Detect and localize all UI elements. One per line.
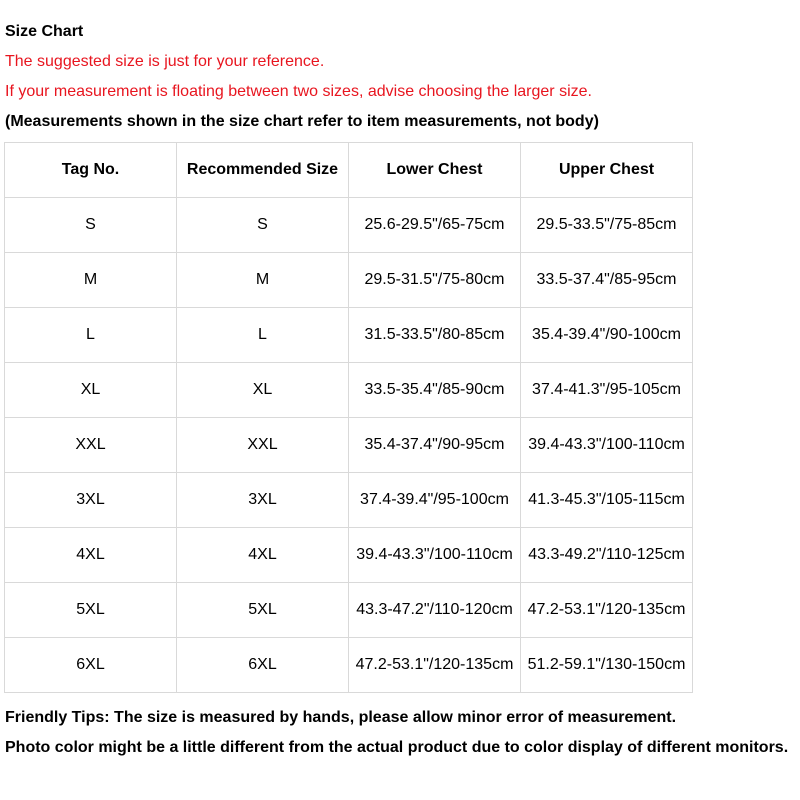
- cell-tag-no: L: [5, 308, 177, 363]
- cell-lower-chest: 35.4-37.4"/90-95cm: [349, 418, 521, 473]
- column-header-recommended-size: Recommended Size: [177, 143, 349, 198]
- cell-recommended-size: M: [177, 253, 349, 308]
- cell-lower-chest: 47.2-53.1"/120-135cm: [349, 638, 521, 693]
- reference-note: The suggested size is just for your reference.: [5, 53, 325, 70]
- cell-tag-no: 4XL: [5, 528, 177, 583]
- cell-recommended-size: 6XL: [177, 638, 349, 693]
- cell-recommended-size: XXL: [177, 418, 349, 473]
- table-row: [5, 253, 693, 308]
- cell-tag-no: S: [5, 198, 177, 253]
- cell-upper-chest: 39.4-43.3"/100-110cm: [521, 418, 693, 473]
- cell-tag-no: 5XL: [5, 583, 177, 638]
- cell-upper-chest: 35.4-39.4"/90-100cm: [521, 308, 693, 363]
- cell-upper-chest: 51.2-59.1"/130-150cm: [521, 638, 693, 693]
- cell-upper-chest: 33.5-37.4"/85-95cm: [521, 253, 693, 308]
- cell-recommended-size: 4XL: [177, 528, 349, 583]
- cell-lower-chest: 43.3-47.2"/110-120cm: [349, 583, 521, 638]
- cell-upper-chest: 37.4-41.3"/95-105cm: [521, 363, 693, 418]
- size-chart-table: [4, 142, 693, 693]
- cell-tag-no: 6XL: [5, 638, 177, 693]
- table-row: [5, 473, 693, 528]
- cell-upper-chest: 41.3-45.3"/105-115cm: [521, 473, 693, 528]
- cell-lower-chest: 37.4-39.4"/95-100cm: [349, 473, 521, 528]
- cell-lower-chest: 33.5-35.4"/85-90cm: [349, 363, 521, 418]
- table-row: [5, 418, 693, 473]
- cell-upper-chest: 43.3-49.2"/110-125cm: [521, 528, 693, 583]
- cell-recommended-size: XL: [177, 363, 349, 418]
- table-header-row: [5, 143, 693, 198]
- table-row: [5, 583, 693, 638]
- table-row: [5, 198, 693, 253]
- table-row: [5, 528, 693, 583]
- page-title: Size Chart: [5, 23, 84, 40]
- cell-tag-no: XL: [5, 363, 177, 418]
- column-header-upper-chest: Upper Chest: [521, 143, 693, 198]
- photo-color-note: Photo color might be a little different from the actual product due to color display of different monitors.: [5, 739, 789, 756]
- cell-recommended-size: L: [177, 308, 349, 363]
- cell-lower-chest: 25.6-29.5"/65-75cm: [349, 198, 521, 253]
- cell-tag-no: XXL: [5, 418, 177, 473]
- larger-size-advice: If your measurement is floating between two sizes, advise choosing the larger size.: [5, 83, 592, 100]
- cell-upper-chest: 29.5-33.5"/75-85cm: [521, 198, 693, 253]
- measurement-disclaimer: (Measurements shown in the size chart refer to item measurements, not body): [5, 113, 599, 130]
- cell-upper-chest: 47.2-53.1"/120-135cm: [521, 583, 693, 638]
- cell-lower-chest: 39.4-43.3"/100-110cm: [349, 528, 521, 583]
- table-row: [5, 638, 693, 693]
- cell-lower-chest: 31.5-33.5"/80-85cm: [349, 308, 521, 363]
- cell-lower-chest: 29.5-31.5"/75-80cm: [349, 253, 521, 308]
- cell-recommended-size: 5XL: [177, 583, 349, 638]
- table-row: [5, 363, 693, 418]
- column-header-lower-chest: Lower Chest: [349, 143, 521, 198]
- friendly-tips-note: Friendly Tips: The size is measured by hands, please allow minor error of measurement.: [5, 709, 677, 726]
- cell-tag-no: M: [5, 253, 177, 308]
- cell-recommended-size: 3XL: [177, 473, 349, 528]
- column-header-tag-no: Tag No.: [5, 143, 177, 198]
- cell-recommended-size: S: [177, 198, 349, 253]
- table-row: [5, 308, 693, 363]
- cell-tag-no: 3XL: [5, 473, 177, 528]
